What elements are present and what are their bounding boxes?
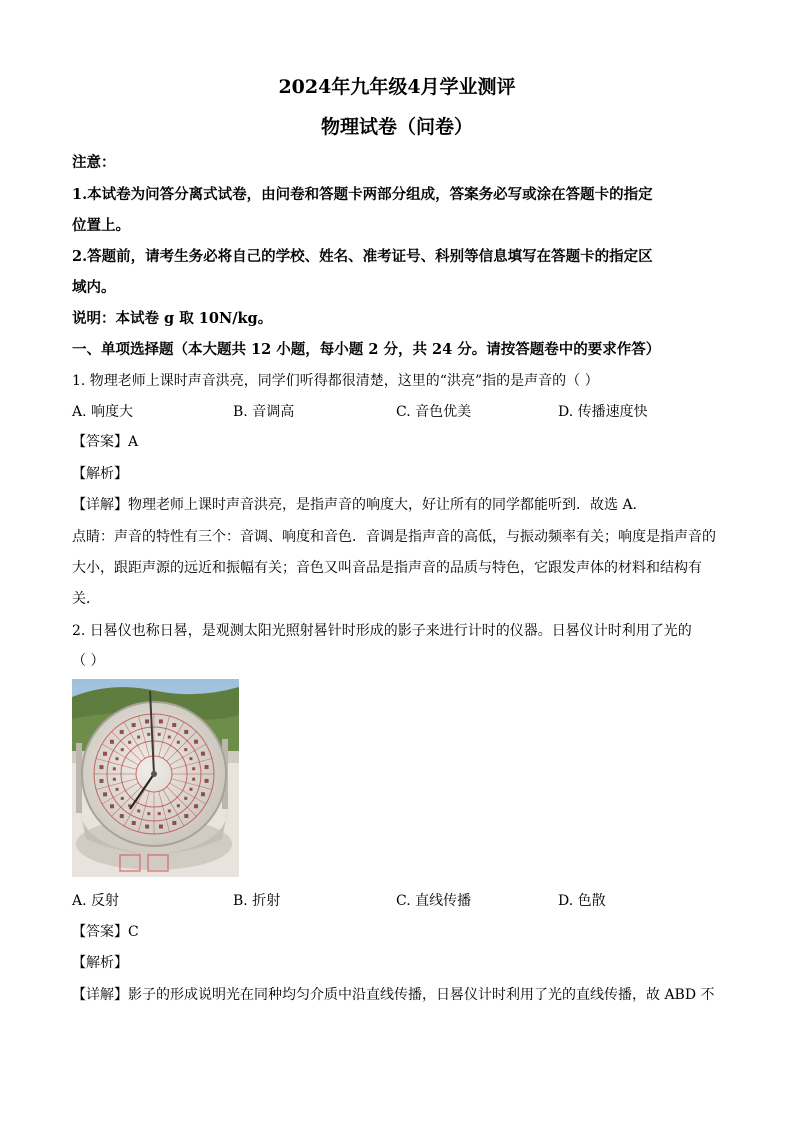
dial-glyph (194, 740, 198, 744)
question-1-analysis-label: 【解析】 (72, 466, 128, 482)
dial-glyph (116, 757, 119, 760)
question-2-analysis-label: 【解析】 (72, 955, 128, 971)
question-1-option-a: A. 响度大 (72, 404, 134, 420)
dial-glyph (99, 765, 103, 769)
dial-glyph (205, 779, 209, 783)
dial-glyph (172, 821, 176, 825)
notice-item-1-line-1: 1.本试卷为问答分离式试卷，由问卷和答题卡两部分组成，答案务必写或涂在答题卡的指定 (72, 186, 653, 203)
dial-glyph (159, 825, 163, 829)
dial-glyph (103, 792, 107, 796)
dial-glyph (132, 723, 136, 727)
question-1-point-line-3: 关． (72, 591, 100, 607)
dial-glyph (184, 797, 187, 800)
question-1-answer: 【答案】A (72, 434, 139, 450)
dial-glyph (177, 804, 180, 807)
question-1-option-c: C. 音色优美 (396, 404, 472, 420)
dial-glyph (184, 748, 187, 751)
dial-glyph (132, 821, 136, 825)
exam-subtitle: 物理试卷（问卷） (320, 116, 473, 138)
question-1-option-d: D. 传播速度快 (558, 404, 648, 420)
dial-glyph (158, 733, 161, 736)
question-1-detail: 【详解】物理老师上课时声音洪亮，是指声音的响度大，好让所有的同学都能听到．故选 A. (72, 497, 638, 513)
dial-glyph (189, 757, 192, 760)
dial-glyph (145, 825, 149, 829)
dial-glyph (192, 778, 195, 781)
sundial-photo (72, 679, 239, 877)
dial-glyph (116, 788, 119, 791)
notice-item-1-line-2: 位置上。 (72, 217, 130, 234)
dial-glyph (120, 814, 124, 818)
dial-glyph (159, 719, 163, 723)
dial-glyph (121, 748, 124, 751)
dial-glyph (158, 812, 161, 815)
dial-glyph (120, 730, 124, 734)
dial-glyph (177, 741, 180, 744)
dial-glyph (184, 730, 188, 734)
dial-glyph (128, 741, 131, 744)
question-2-stem-line-1: 2. 日晷仪也称日晷，是观测太阳光照射晷针时形成的影子来进行计时的仪器。日晷仪计时利用了光的 (72, 623, 692, 639)
dial-glyph (137, 736, 140, 739)
notice-item-2-line-2: 域内。 (72, 279, 116, 296)
dial-glyph (99, 779, 103, 783)
dial-glyph (168, 736, 171, 739)
dial-glyph (121, 797, 124, 800)
dial-glyph (113, 767, 116, 770)
notice-item-2-line-1: 2.答题前，请考生务必将自己的学校、姓名、准考证号、科别等信息填写在答题卡的指定区 (72, 248, 653, 265)
exam-title: 2024年九年级4月学业测评 (278, 76, 516, 98)
dial-glyph (168, 809, 171, 812)
question-1-stem: 1. 物理老师上课时声音洪亮，同学们听得都很清楚，这里的“洪亮”指的是声音的（ ） (72, 373, 599, 389)
dial-glyph (192, 767, 195, 770)
dial-glyph (205, 765, 209, 769)
question-2-detail: 【详解】影子的形成说明光在同种均匀介质中沿直线传播，日晷仪计时利用了光的直线传播，故 ABD 不 (72, 987, 715, 1003)
question-2-answer: 【答案】C (72, 924, 139, 940)
dial-glyph (172, 723, 176, 727)
question-2-option-b: B. 折射 (233, 893, 281, 909)
dial-glyph (189, 788, 192, 791)
question-1-point-line-1: 点睛：声音的特性有三个：音调、响度和音色．音调是指声音的高低，与振动频率有关；响度是指声音的 (72, 529, 716, 545)
dial-glyph (110, 804, 114, 808)
dial-glyph (103, 752, 107, 756)
dial-glyph (201, 792, 205, 796)
dial-glyph (147, 733, 150, 736)
dial-glyph (137, 809, 140, 812)
dial-glyph (113, 778, 116, 781)
notice-heading: 注意： (72, 154, 116, 171)
dial-glyph (145, 719, 149, 723)
dial-glyph (194, 804, 198, 808)
question-2-option-c: C. 直线传播 (396, 893, 472, 909)
question-2-option-a: A. 反射 (72, 893, 120, 909)
notice-note: 说明：本试卷 g 取 10N/kg。 (72, 310, 273, 327)
question-1-point-line-2: 大小，跟距声源的远近和振幅有关；音色又叫音品是指声音的品质与特色，它跟发声体的材料和结构有 (72, 560, 702, 576)
dial-glyph (201, 752, 205, 756)
dial-glyph (184, 814, 188, 818)
section-1-heading: 一、单项选择题（本大题共 12 小题，每小题 2 分，共 24 分。请按答题卷中的要求作答） (72, 341, 661, 358)
dial-glyph (147, 812, 150, 815)
question-2-option-d: D. 色散 (558, 893, 606, 909)
dial-glyph (110, 740, 114, 744)
question-2-stem-line-2: （ ） (72, 653, 105, 669)
question-1-option-b: B. 音调高 (233, 404, 295, 420)
